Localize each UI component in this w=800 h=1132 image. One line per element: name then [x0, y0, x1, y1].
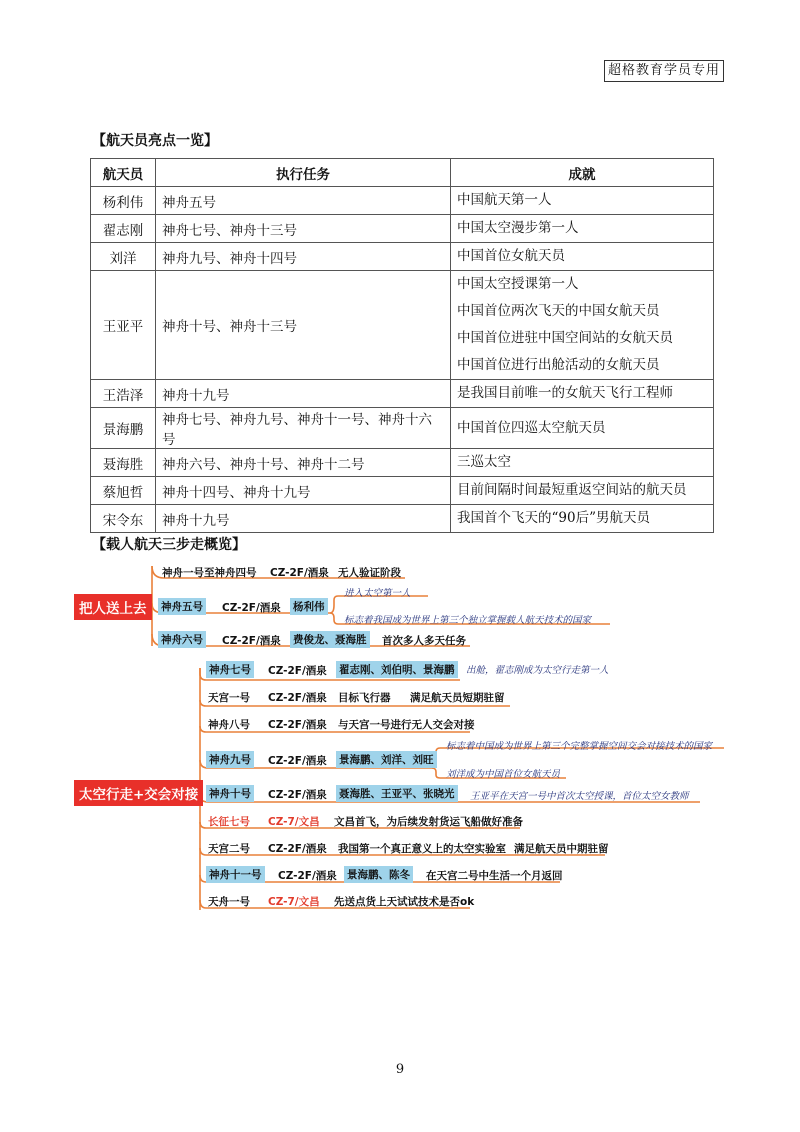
s2-r7-mission: 天宫二号: [208, 843, 250, 855]
s2-r2-desc2: 满足航天员短期驻留: [410, 692, 505, 704]
s1-b2-note1: 进入太空第一人: [344, 588, 411, 599]
s2-r5-rocket: CZ-2F/酒泉: [268, 789, 327, 801]
astronaut-name: 王浩泽: [91, 380, 156, 408]
achievement-text: 中国首位进行出舱活动的女航天员: [457, 357, 660, 373]
s2-r4-note1: 标志着中国成为世界上第三个完整掌握空间交会对接技术的国家: [446, 741, 713, 752]
astronaut-name: 聂海胜: [91, 449, 156, 477]
achievement-text: 我国首个飞天的“90后”男航天员: [457, 510, 650, 526]
astronaut-name: 杨利伟: [91, 187, 156, 215]
s2-r1-crew: 翟志刚、刘伯明、景海鹏: [336, 661, 458, 678]
s2-r9-desc: 先送点货上天试试技术是否ok: [334, 896, 475, 908]
s2-r8-rocket: CZ-2F/酒泉: [278, 870, 337, 882]
brand-label: 超格教育学员专用: [604, 60, 724, 82]
mission-list: 神舟九号、神舟十四号: [156, 243, 451, 271]
s2-r7-rocket: CZ-2F/酒泉: [268, 843, 327, 855]
column-header-astronaut: 航天员: [91, 159, 156, 187]
s1-b1-mission: 神舟一号至神舟四号: [162, 567, 257, 579]
achievement-text: 中国太空授课第一人: [457, 276, 579, 292]
astronaut-name: 景海鹏: [91, 408, 156, 449]
s1-b3-desc: 首次多人多天任务: [382, 635, 466, 647]
s1-b2-crew: 杨利伟: [290, 598, 328, 615]
s2-r6-desc: 文昌首飞，为后续发射货运飞船做好准备: [334, 816, 523, 828]
s2-r9-rocket: CZ-7/文昌: [268, 896, 320, 908]
s2-r2-mission: 天宫一号: [208, 692, 250, 704]
s2-r7-desc: 我国第一个真正意义上的太空实验室: [338, 843, 506, 855]
astronaut-name: 蔡旭哲: [91, 477, 156, 505]
s2-r8-crew: 景海鹏、陈冬: [344, 866, 413, 883]
mission-list: 神舟十九号: [156, 505, 451, 533]
section-title-three-steps: 【载人航天三步走概览】: [92, 537, 246, 553]
s1-b2-note2: 标志着我国成为世界上第三个独立掌握载人航天技术的国家: [344, 615, 592, 626]
s1-b1-desc: 无人验证阶段: [338, 567, 401, 579]
s2-r1-mission: 神舟七号: [206, 661, 254, 678]
achievement-text: 目前间隔时间最短重返空间站的航天员: [457, 482, 687, 498]
mission-list: 神舟十号、神舟十三号: [156, 271, 451, 380]
column-header-missions: 执行任务: [156, 159, 451, 187]
s2-r4-rocket: CZ-2F/酒泉: [268, 755, 327, 767]
s2-r8-mission: 神舟十一号: [206, 866, 265, 883]
achievement-text: 中国太空漫步第一人: [457, 220, 579, 236]
s2-r5-note: 王亚平在天宫一号中首次太空授课，首位太空女教师: [470, 791, 689, 802]
achievement-text: 中国航天第一人: [457, 192, 552, 208]
achievement-text: 中国首位进驻中国空间站的女航天员: [457, 330, 673, 346]
s1-b2-rocket: CZ-2F/酒泉: [222, 602, 281, 614]
achievement-text: 中国首位两次飞天的中国女航天员: [457, 303, 660, 319]
mission-list: 神舟七号、神舟九号、神舟十一号、神舟十六号: [156, 408, 451, 449]
astronaut-name: 宋令东: [91, 505, 156, 533]
s2-r3-mission: 神舟八号: [208, 719, 250, 731]
s2-r1-rocket: CZ-2F/酒泉: [268, 665, 327, 677]
s2-r3-rocket: CZ-2F/酒泉: [268, 719, 327, 731]
s2-r4-crew: 景海鹏、刘洋、刘旺: [336, 751, 437, 768]
astronaut-name: 王亚平: [91, 271, 156, 380]
s2-r4-mission: 神舟九号: [206, 751, 254, 768]
s2-r5-crew: 聂海胜、王亚平、张晓光: [336, 785, 458, 802]
stage-label-1: 把人送上去: [74, 594, 152, 620]
s2-r6-rocket: CZ-7/文昌: [268, 816, 320, 828]
mission-list: 神舟六号、神舟十号、神舟十二号: [156, 449, 451, 477]
s2-r2-rocket: CZ-2F/酒泉: [268, 692, 327, 704]
s1-b3-mission: 神舟六号: [158, 631, 206, 648]
mission-list: 神舟五号: [156, 187, 451, 215]
mission-list: 神舟七号、神舟十三号: [156, 215, 451, 243]
s2-r6-mission: 长征七号: [208, 816, 250, 828]
astronaut-name: 刘洋: [91, 243, 156, 271]
mission-list: 神舟十四号、神舟十九号: [156, 477, 451, 505]
s2-r5-mission: 神舟十号: [206, 785, 254, 802]
s1-b2-mission: 神舟五号: [158, 598, 206, 615]
astronaut-name: 翟志刚: [91, 215, 156, 243]
s1-b1-rocket: CZ-2F/酒泉: [270, 567, 329, 579]
achievement-text: 是我国目前唯一的女航天飞行工程师: [457, 385, 673, 401]
achievement-text: 中国首位女航天员: [457, 248, 565, 264]
achievement-text: 中国首位四巡太空航天员: [457, 419, 606, 436]
section-title-astronauts: 【航天员亮点一览】: [92, 133, 218, 149]
s2-r8-desc: 在天宫二号中生活一个月返回: [426, 870, 563, 882]
page-number: 9: [395, 1062, 405, 1077]
s2-r2-desc: 目标飞行器: [338, 692, 391, 704]
achievement-text: 三巡太空: [457, 454, 511, 470]
s2-r7-desc2: 满足航天员中期驻留: [514, 843, 609, 855]
s1-b3-rocket: CZ-2F/酒泉: [222, 635, 281, 647]
s2-r9-mission: 天舟一号: [208, 896, 250, 908]
s2-r1-note: 出舱，翟志刚成为太空行走第一人: [466, 665, 609, 676]
s2-r3-desc: 与天宫一号进行无人交会对接: [338, 719, 475, 731]
column-header-achievements: 成就: [451, 159, 714, 187]
s2-r4-note2: 刘洋成为中国首位女航天员: [446, 769, 561, 780]
stage-label-2: 太空行走+交会对接: [74, 780, 203, 806]
s1-b3-crew: 费俊龙、聂海胜: [290, 631, 370, 648]
mission-list: 神舟十九号: [156, 380, 451, 408]
